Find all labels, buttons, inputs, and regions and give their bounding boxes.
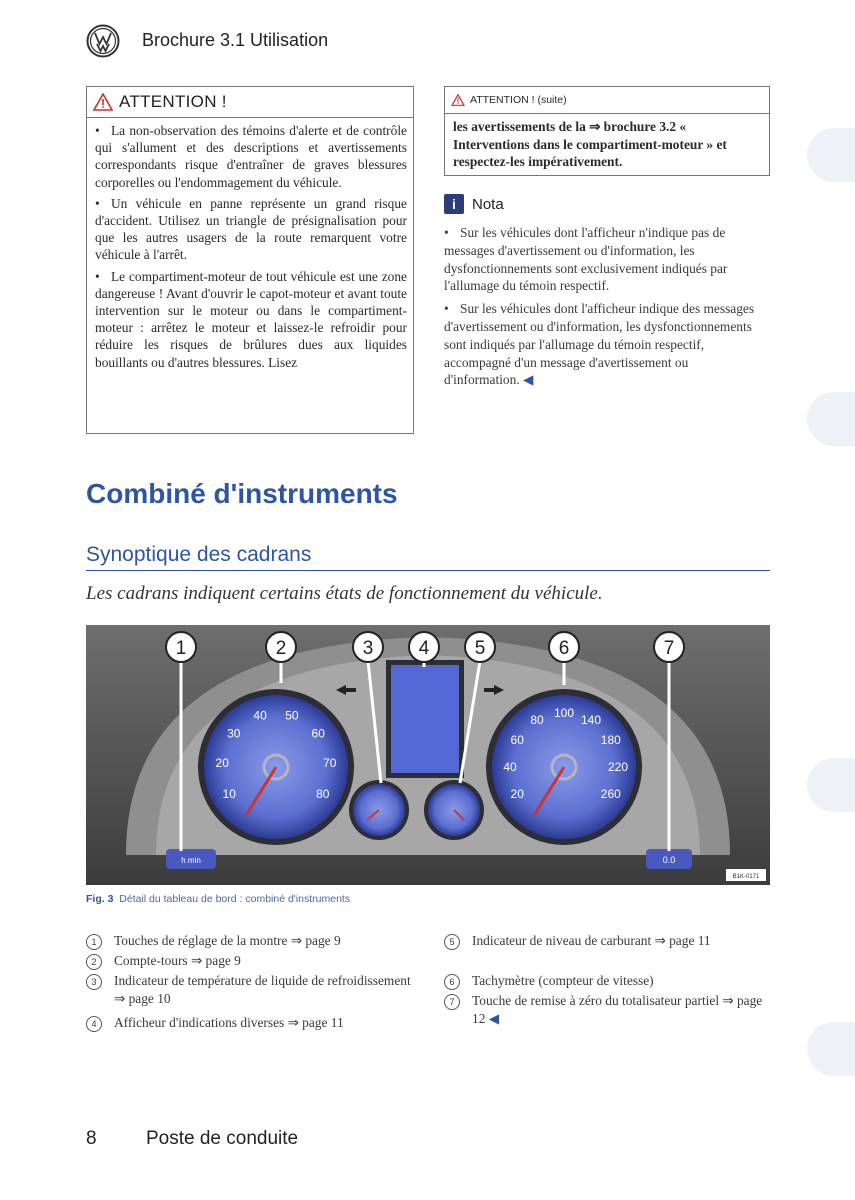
legend-item: 5 Indicateur de niveau de carburant ⇒ page 11 bbox=[444, 932, 768, 950]
warning-header bbox=[87, 87, 413, 118]
speedometer-tick-label: 140 bbox=[580, 713, 602, 728]
speedometer-tick-label: 20 bbox=[510, 787, 524, 801]
callout-number: 3 bbox=[362, 638, 374, 659]
instrument-cluster-figure bbox=[86, 625, 770, 885]
footer-title: Poste de conduite bbox=[146, 1128, 299, 1149]
speedometer-tick-label: 100 bbox=[553, 706, 575, 720]
figure-ref-code: B1K-0171 bbox=[732, 874, 760, 880]
section-title: Combiné d'instruments bbox=[86, 478, 398, 509]
legend-item: 7 Touche de remise à zéro du totalisateur partiel ⇒ page 12 ◀ bbox=[444, 992, 768, 1028]
info-icon: i bbox=[444, 194, 464, 214]
nota-title: Nota bbox=[472, 195, 504, 213]
legend-item: 4 Afficheur d'indications diverses ⇒ page 11 bbox=[86, 1014, 416, 1032]
warning-paragraph: • Le compartiment-moteur de tout véhicule est une zone dangereuse ! Avant d'ouvrir le capot-moteur et avant toute intervention sur le moteur ou dans le compartiment-moteur : arrêtez le moteur et laissez-le refroidir pour réduire les risques de brûlures dues aux liquides bouillants ou d'autres blessures. Lisez bbox=[95, 268, 407, 370]
coolant-temperature-gauge bbox=[349, 780, 409, 840]
speedometer-tick-label: 40 bbox=[503, 760, 517, 774]
speedometer-tick-label: 220 bbox=[607, 760, 629, 774]
figure-caption-label: Fig. 3 bbox=[86, 893, 114, 905]
nota-paragraph: • Sur les véhicules dont l'afficheur n'indique pas de messages d'avertissement ou d'information, les dysfonctionnements sont exclusivement indiqués par l'allumage du témoin respectif. bbox=[444, 225, 728, 294]
edge-tab bbox=[807, 392, 855, 446]
warning-continued-text: les avertissements de la ⇒ brochure 3.2 « Interventions dans le compartiment-moteur » et respectez-les impérativement. bbox=[453, 119, 727, 169]
page-number: 8 bbox=[86, 1128, 97, 1149]
callout-number: 4 bbox=[418, 638, 430, 659]
trip-reset-label: 0.0 bbox=[662, 855, 676, 865]
tachometer-tick-label: 30 bbox=[227, 726, 241, 741]
tachometer-tick-label: 80 bbox=[316, 787, 330, 801]
callout-number: 7 bbox=[663, 638, 675, 659]
speedometer-tick-label: 80 bbox=[530, 713, 544, 728]
edge-tab bbox=[807, 1022, 855, 1076]
end-marker-icon: ◀ bbox=[523, 372, 534, 388]
subtitle-rule bbox=[86, 570, 770, 571]
warning-triangle-icon bbox=[93, 93, 113, 111]
section-lead: Les cadrans indiquent certains états de fonctionnement du véhicule. bbox=[86, 583, 603, 604]
warning-continued-box bbox=[444, 86, 770, 176]
tachometer-tick-label: 20 bbox=[215, 756, 229, 770]
warning-continued-header bbox=[445, 87, 769, 114]
legend-item: 1 Touches de réglage de la montre ⇒ page 9 bbox=[86, 932, 416, 950]
tachometer-tick-label: 40 bbox=[253, 708, 267, 723]
multifunction-display bbox=[391, 665, 459, 773]
section-subtitle: Synoptique des cadrans bbox=[86, 543, 312, 566]
warning-paragraph: • La non-observation des témoins d'alerte et de contrôle qui s'allument et des descriptions et avertissements correspondants risque d'entraîner de graves blessures corporelles ou l'endommagement du véhicule. bbox=[95, 123, 407, 190]
tachometer-tick-label: 50 bbox=[285, 708, 299, 723]
callout-number: 6 bbox=[558, 638, 570, 659]
nota-body bbox=[444, 224, 766, 394]
fuel-gauge bbox=[424, 780, 484, 840]
end-marker-icon: ◀ bbox=[488, 1011, 500, 1026]
nota-header bbox=[444, 194, 504, 214]
edge-tab bbox=[807, 128, 855, 182]
warning-triangle-icon bbox=[451, 94, 465, 106]
warning-box bbox=[86, 86, 414, 434]
tachometer-tick-label: 70 bbox=[323, 756, 337, 770]
speedometer-tick-label: 260 bbox=[600, 787, 621, 801]
warning-body bbox=[87, 118, 413, 371]
speedometer-tick-label: 60 bbox=[510, 733, 524, 747]
warning-continued-title: ATTENTION ! (suite) bbox=[470, 94, 567, 106]
figure-caption bbox=[86, 893, 350, 905]
edge-tab bbox=[807, 758, 855, 812]
header-title: Brochure 3.1 Utilisation bbox=[142, 30, 329, 50]
warning-paragraph: • Un véhicule en panne représente un grand risque d'accident. Utilisez un triangle de présignalisation pour que les autres usagers de la route remarquent votre véhicule à l'arrêt. bbox=[95, 195, 407, 263]
legend-item: 6 Tachymètre (compteur de vitesse) bbox=[444, 972, 768, 990]
tachometer-tick-label: 60 bbox=[311, 726, 325, 741]
warning-title: ATTENTION ! bbox=[119, 92, 227, 111]
clock-buttons-label: h min bbox=[181, 856, 201, 865]
speedometer-tick-label: 180 bbox=[600, 733, 621, 747]
callout-number: 2 bbox=[275, 638, 287, 659]
nota-paragraph: • Sur les véhicules dont l'afficheur indique des messages d'avertissement ou d'information, les dysfonctionnements sont indiqués par l'allumage du témoin respectif, accompagné d'un message d'avertissement ou d'information. ◀ bbox=[444, 301, 755, 388]
legend-item: 3 Indicateur de température de liquide de refroidissement ⇒ page 10 bbox=[86, 972, 416, 1008]
callout-number: 1 bbox=[175, 638, 187, 659]
vw-logo-icon bbox=[86, 24, 120, 58]
figure-caption-text: Détail du tableau de bord : combiné d'instruments bbox=[119, 893, 351, 905]
legend-item: 2 Compte-tours ⇒ page 9 bbox=[86, 952, 416, 970]
tachometer-tick-label: 10 bbox=[222, 787, 236, 801]
callout-number: 5 bbox=[474, 638, 486, 659]
